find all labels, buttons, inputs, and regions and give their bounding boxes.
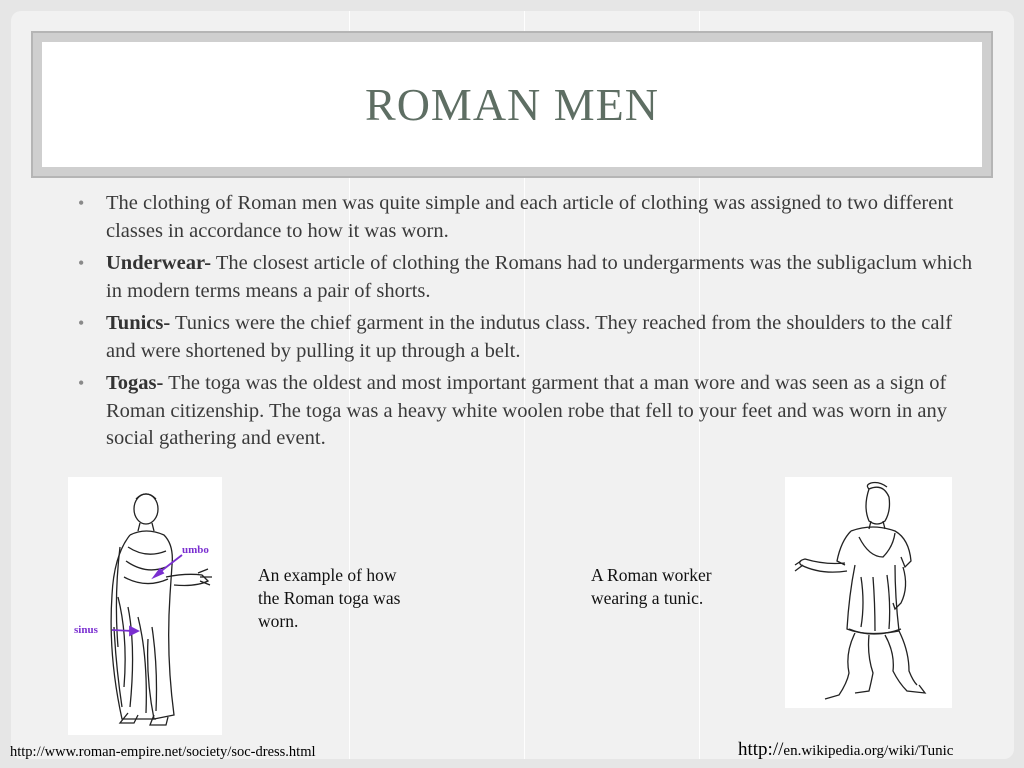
url-rest: en.wikipedia.org/wiki/Tunic bbox=[783, 743, 954, 759]
bullet-term: Underwear- bbox=[106, 252, 212, 274]
toga-illustration bbox=[68, 477, 222, 735]
toga-figure-drawing bbox=[68, 477, 222, 735]
bullet-text: The toga was the oldest and most important garment that a man wore and was seen as a sign of Roman citizenship. The toga was a heavy white woolen robe that fell to your feet and was worn in any social gathering and event. bbox=[106, 372, 948, 449]
tunic-caption: A Roman worker wearing a tunic. bbox=[591, 565, 712, 608]
tunic-illustration bbox=[785, 477, 952, 708]
bullet-item bbox=[74, 310, 974, 365]
bullet-text: The closest article of clothing the Romans had to undergarments was the subligaclum which in modern terms means a pair of shorts. bbox=[106, 252, 973, 302]
umbo-label: umbo bbox=[182, 544, 209, 556]
bullet-item bbox=[74, 190, 974, 245]
bullet-text: Tunics were the chief garment in the indutus class. They reached from the shoulders to the calf and were shortened by pulling it up through a belt. bbox=[106, 312, 953, 362]
toga-caption: An example of how the Roman toga was worn. bbox=[258, 565, 401, 631]
title-frame bbox=[31, 31, 993, 178]
bullet-item bbox=[74, 370, 974, 453]
slide-title: ROMAN MEN bbox=[365, 79, 659, 130]
bullet-list bbox=[74, 190, 974, 458]
tunic-figure-drawing bbox=[785, 477, 952, 708]
bullet-item bbox=[74, 250, 974, 305]
bullet-term: Tunics- bbox=[106, 312, 171, 334]
source-link-wikipedia[interactable] bbox=[738, 739, 953, 761]
bullet-term: Togas- bbox=[106, 372, 164, 394]
url-prefix: http:// bbox=[738, 739, 784, 760]
bullet-text: The clothing of Roman men was quite simple and each article of clothing was assigned to two different classes in accordance to how it was worn. bbox=[106, 192, 954, 242]
sinus-label: sinus bbox=[74, 624, 98, 636]
title-box bbox=[42, 42, 982, 167]
source-link-roman-empire[interactable]: http://www.roman-empire.net/society/soc-dress.html bbox=[10, 744, 316, 760]
